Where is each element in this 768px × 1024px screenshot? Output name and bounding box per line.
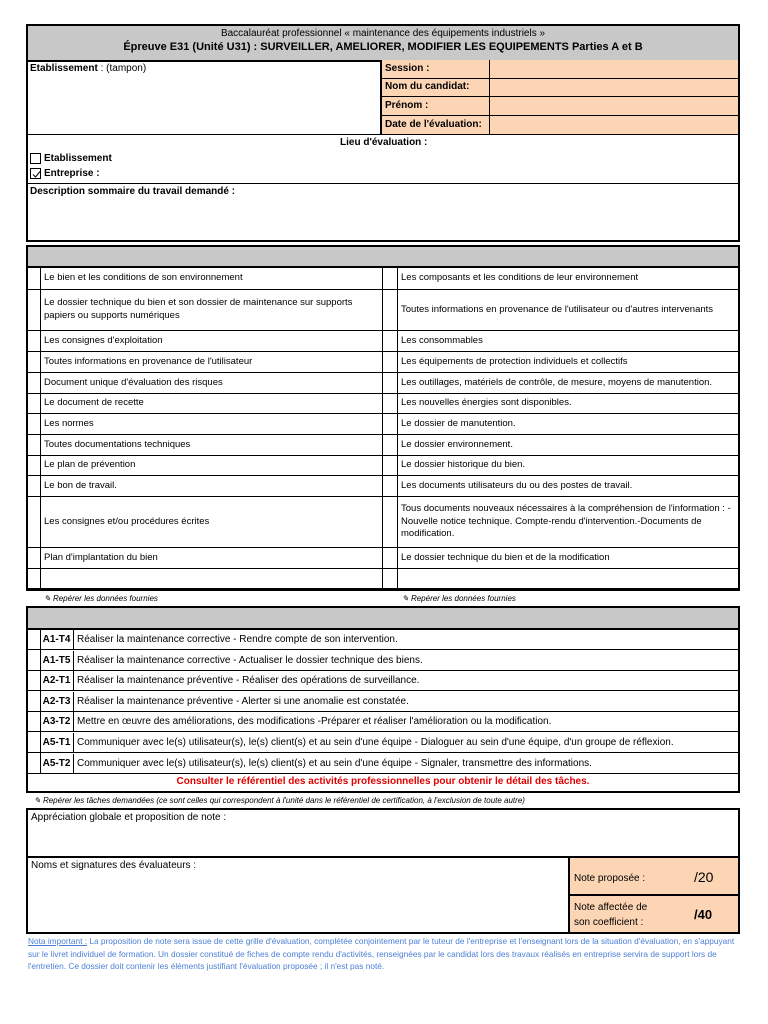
taches-header-bar xyxy=(26,606,740,630)
donnee-right-item[interactable]: Le dossier de manutention. xyxy=(398,414,738,435)
donnee-check-cell[interactable] xyxy=(383,548,397,569)
donnee-check-cell[interactable] xyxy=(26,373,40,394)
donnee-right-item[interactable]: Le dossier environnement. xyxy=(398,435,738,456)
tache-text: Réaliser la maintenance préventive - Réaliser des opérations de surveillance. xyxy=(77,675,420,687)
donnee-right-item[interactable]: Le dossier technique du bien et de la modification xyxy=(398,548,738,569)
donnee-right-item[interactable] xyxy=(398,569,738,589)
etablissement-hint: : (tampon) xyxy=(97,63,147,74)
tache-code: A2-T1 xyxy=(26,671,74,690)
date-label: Date de l'évaluation: xyxy=(382,116,490,135)
date-value[interactable] xyxy=(490,116,738,135)
noms-label: Noms et signatures des évaluateurs : xyxy=(31,860,197,871)
header-line1: Baccalauréat professionnel « maintenance des équipements industriels » xyxy=(220,28,546,39)
donnee-right-item[interactable]: Les consommables xyxy=(398,331,738,352)
nota-prefix: Nota important : xyxy=(28,936,88,946)
nota-text: La proposition de note sera issue de cette grille d'évaluation, complétée conjointement par le tuteur de l'entreprise et l'enseignant lors de la situation d'évaluation, en s'appuyant sur le livret individuel de formation. Un dossier constitué de fiches de compte rendu d'activités, renseignées par le candidat lors des travaux réalisés en entreprise servira de support lors de l'entretien. Ce dossier doit contenir les éléments justifiant l'évaluation proposée ; il n'est pas noté. xyxy=(28,936,735,971)
donnee-check-cell[interactable] xyxy=(26,476,40,497)
nom-label: Nom du candidat: xyxy=(382,79,490,97)
tache-code: A2-T3 xyxy=(26,692,74,711)
donnee-left-item[interactable]: Le document de recette xyxy=(41,394,382,414)
donnee-check-cell[interactable] xyxy=(383,435,397,456)
tache-row[interactable] xyxy=(26,712,740,732)
pencil-icon: ✎ xyxy=(402,594,409,603)
donnee-left-item[interactable]: Les normes xyxy=(41,414,382,435)
donnee-left-item[interactable]: Le dossier technique du bien et son dossier de maintenance sur supports papiers ou supports numériques xyxy=(41,290,382,331)
donnee-left-item[interactable]: Toutes documentations techniques xyxy=(41,435,382,456)
donnee-left-item[interactable]: Le bon de travail. xyxy=(41,476,382,497)
donnee-check-cell[interactable] xyxy=(383,569,397,589)
header-title: Épreuve E31 (Unité U31) : SURVEILLER, AMELIORER, MODIFIER LES EQUIPEMENTS Parties A et B xyxy=(123,41,643,53)
donnee-right-item[interactable]: Les outillages, matériels de contrôle, de mesure, moyens de manutention. xyxy=(398,373,738,394)
pencil-icon: ✎ xyxy=(34,796,41,805)
tache-text: Réaliser la maintenance corrective - Rendre compte de son intervention. xyxy=(77,634,398,645)
tache-text: Communiquer avec le(s) utilisateur(s), le(s) client(s) et au sein d'une équipe - Dialoguer au sein d'une équipe, d'un groupe de réflexion. xyxy=(77,737,674,748)
donnee-check-cell[interactable] xyxy=(383,331,397,352)
footnote-taches-text: Repérer les tâches demandées (ce sont celles qui correspondent à l'unité dans le référentiel de certification, à l'exclusion de toute autre) xyxy=(42,796,525,805)
tache-text: Communiquer avec le(s) utilisateur(s), le(s) client(s) et au sein d'une équipe - Signaler, transmettre des informations. xyxy=(77,757,592,769)
donnee-left-item[interactable]: Le plan de prévention xyxy=(41,456,382,476)
checkmark-icon xyxy=(31,169,42,180)
prenom-value[interactable] xyxy=(490,97,738,116)
option-etablissement[interactable] xyxy=(30,153,112,164)
donnee-right-item[interactable]: Les équipements de protection individuels et collectifs xyxy=(398,352,738,373)
tache-text: Réaliser la maintenance corrective - Actualiser le dossier technique des biens. xyxy=(77,654,423,666)
footnote-donnees-right xyxy=(402,594,516,603)
footnote-donnees-right-text: Repérer les données fournies xyxy=(410,594,516,603)
tache-text: Mettre en œuvre des améliorations, des modifications -Préparer et réaliser l'amélioration ou la modification. xyxy=(77,716,552,728)
checkbox-entreprise[interactable] xyxy=(30,168,41,179)
donnee-check-cell[interactable] xyxy=(26,569,40,589)
donnee-check-cell[interactable] xyxy=(383,352,397,373)
donnee-check-cell[interactable] xyxy=(383,476,397,497)
footnote-donnees-left xyxy=(44,594,158,603)
donnee-check-cell[interactable] xyxy=(383,290,397,331)
candidate-grid xyxy=(382,60,738,135)
footnote-donnees-left-text: Repérer les données fournies xyxy=(52,594,158,603)
donnee-check-cell[interactable] xyxy=(383,456,397,476)
info-hline xyxy=(26,134,740,135)
donnee-right-item[interactable]: Toutes informations en provenance de l'utilisateur ou d'autres intervenants xyxy=(398,290,738,331)
donnee-left-item[interactable]: Les consignes et/ou procédures écrites xyxy=(41,497,382,548)
description-label: Description sommaire du travail demandé : xyxy=(30,186,236,197)
donnee-left-item[interactable]: Document unique d'évaluation des risques xyxy=(41,373,382,394)
tache-code: A1-T4 xyxy=(26,630,74,649)
tache-row[interactable] xyxy=(26,692,740,712)
note-proposee-box xyxy=(568,856,740,896)
donnee-check-cell[interactable] xyxy=(26,456,40,476)
checkbox-etablissement[interactable] xyxy=(30,153,41,164)
donnee-left-item[interactable]: Les consignes d'exploitation xyxy=(41,331,382,352)
tache-code: A5-T1 xyxy=(26,733,74,752)
donnee-check-cell[interactable] xyxy=(26,414,40,435)
donnee-right-item[interactable]: Les documents utilisateurs du ou des postes de travail. xyxy=(398,476,738,497)
tache-row[interactable] xyxy=(26,630,740,650)
donnee-check-cell[interactable] xyxy=(383,373,397,394)
donnee-right-item[interactable]: Le dossier historique du bien. xyxy=(398,456,738,476)
note-coef-box xyxy=(568,894,740,934)
footnote-taches xyxy=(34,796,525,805)
donnee-check-cell[interactable] xyxy=(383,414,397,435)
form-header xyxy=(26,24,740,62)
appreciation-box[interactable] xyxy=(26,808,740,858)
option-etablissement-label: Etablissement xyxy=(44,153,112,164)
session-label: Session : xyxy=(382,60,490,79)
donnee-check-cell[interactable] xyxy=(26,394,40,414)
consult-referentiel: Consulter le référentiel des activités professionnelles pour obtenir le détail des tâches. xyxy=(176,776,590,787)
nom-value[interactable] xyxy=(490,79,738,97)
tache-code: A5-T2 xyxy=(26,754,74,773)
tache-row[interactable] xyxy=(26,671,740,691)
appreciation-label: Appréciation globale et proposition de note : xyxy=(31,812,227,823)
note-proposee-value[interactable]: /20 xyxy=(694,869,714,885)
tache-text: Réaliser la maintenance préventive - Alerter si une anomalie est constatée. xyxy=(77,695,409,707)
session-value[interactable] xyxy=(490,60,738,79)
etablissement-field[interactable] xyxy=(30,63,146,74)
nota-important xyxy=(28,935,740,973)
donnee-right-item[interactable]: Les composants et les conditions de leur environnement xyxy=(398,268,738,290)
donnee-check-cell[interactable] xyxy=(26,497,40,548)
donnee-check-cell[interactable] xyxy=(26,435,40,456)
donnee-check-cell[interactable] xyxy=(26,548,40,569)
donnees-header-bar xyxy=(26,245,740,268)
donnee-right-item[interactable]: Tous documents nouveaux nécessaires à la compréhension de l'information : - Nouvelle notice technique. Compte-rendu d'intervention.-Documents de modification. xyxy=(398,497,738,548)
lieu-label: Lieu d'évaluation : xyxy=(340,137,428,148)
tache-row[interactable] xyxy=(26,651,740,671)
donnee-right-item[interactable]: Les nouvelles énergies sont disponibles. xyxy=(398,394,738,414)
tache-code: A3-T2 xyxy=(26,712,74,731)
donnee-left-item[interactable]: Le bien et les conditions de son environnement xyxy=(41,268,382,290)
note-coef-label1: Note affectée de xyxy=(574,902,648,913)
note-coef-label2: son coefficient : xyxy=(574,917,644,928)
tache-row[interactable] xyxy=(26,733,740,753)
donnee-left-item[interactable]: Plan d'implantation du bien xyxy=(41,548,382,569)
donnee-check-cell[interactable] xyxy=(383,394,397,414)
prenom-label: Prénom : xyxy=(382,97,490,116)
option-entreprise-label: Entreprise : xyxy=(44,168,100,179)
note-coef-value[interactable]: /40 xyxy=(694,907,713,922)
tache-row[interactable] xyxy=(26,754,740,774)
pencil-icon: ✎ xyxy=(44,594,51,603)
note-proposee-label: Note proposée : xyxy=(574,873,646,884)
tache-code: A1-T5 xyxy=(26,651,74,670)
donnee-left-item[interactable]: Toutes informations en provenance de l'utilisateur xyxy=(41,352,382,373)
donnee-check-cell[interactable] xyxy=(26,290,40,331)
donnee-check-cell[interactable] xyxy=(383,268,397,290)
donnee-check-cell[interactable] xyxy=(26,331,40,352)
info-hline2 xyxy=(26,183,740,184)
etablissement-label: Etablissement xyxy=(30,63,98,74)
signatures-box[interactable] xyxy=(26,856,570,934)
donnee-check-cell[interactable] xyxy=(383,497,397,548)
donnee-left-item[interactable] xyxy=(41,569,382,589)
donnee-check-cell[interactable] xyxy=(26,268,40,290)
option-entreprise[interactable] xyxy=(30,168,100,179)
donnee-check-cell[interactable] xyxy=(26,352,40,373)
